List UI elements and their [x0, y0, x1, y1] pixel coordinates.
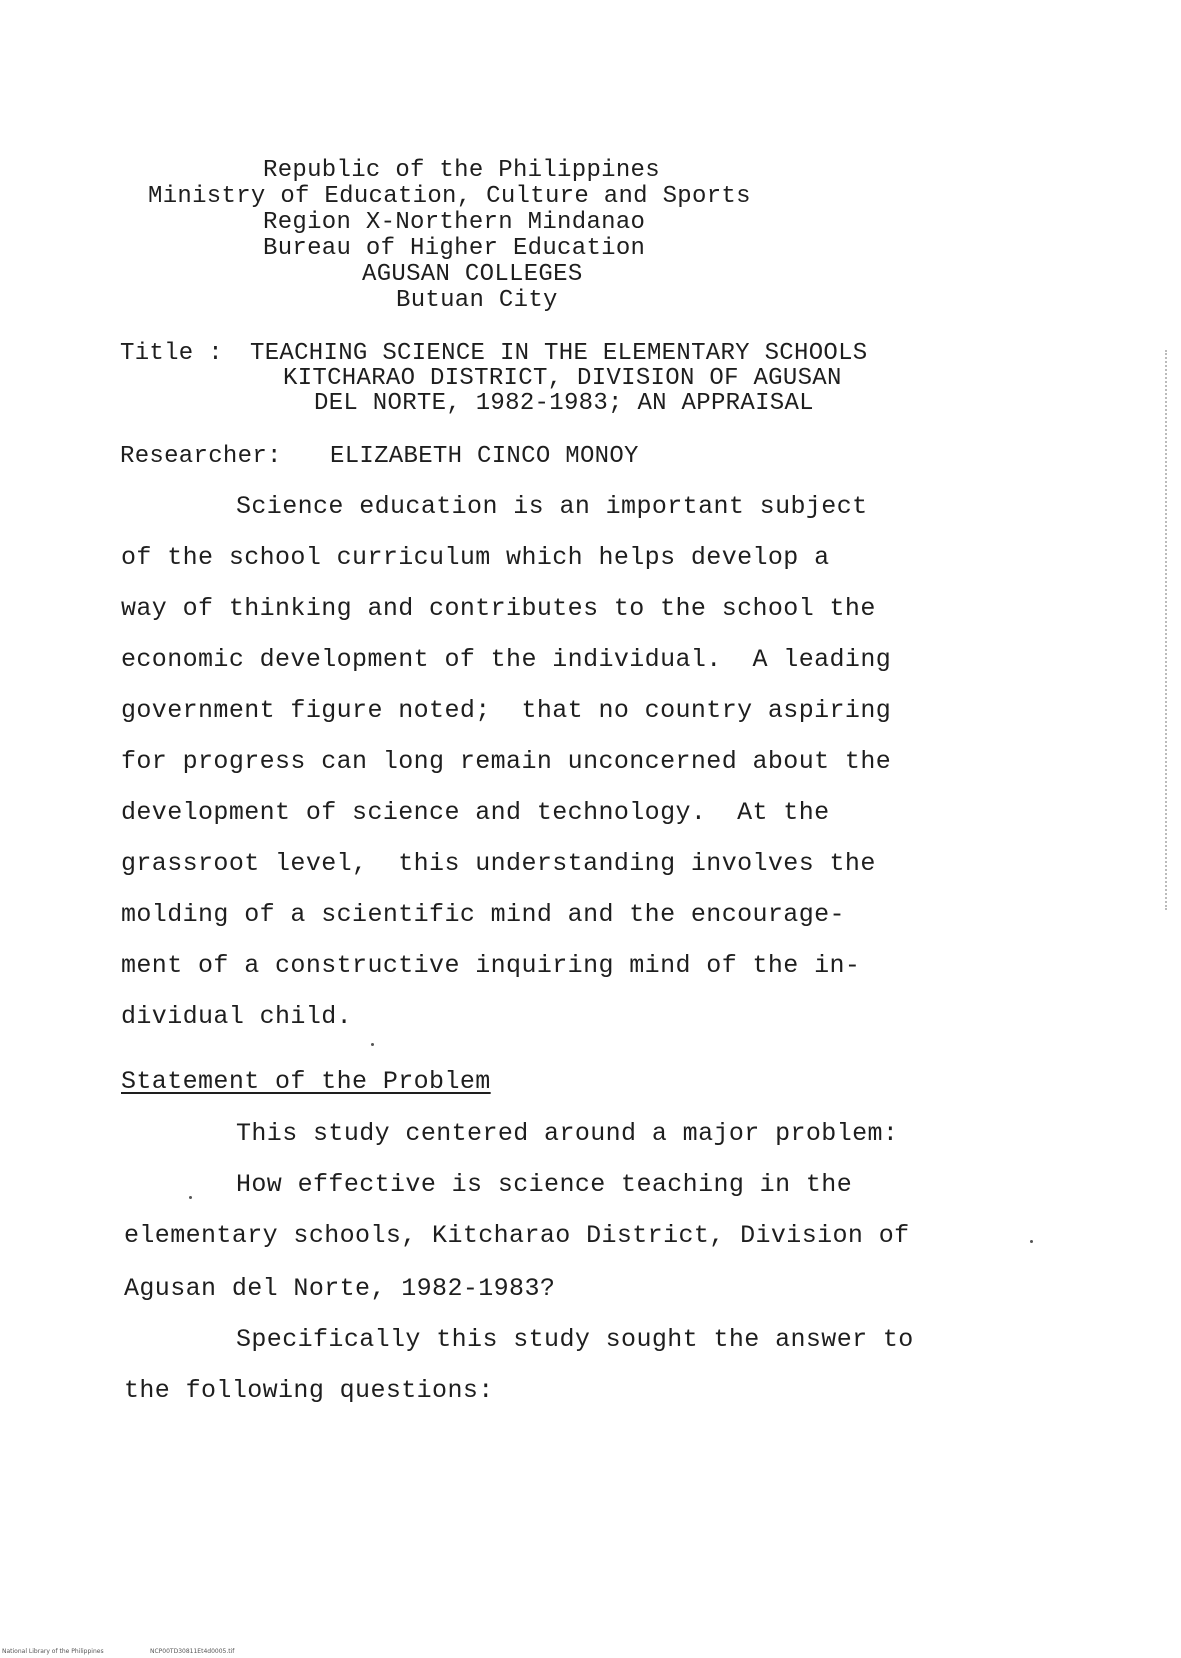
header-ministry: Ministry of Education, Culture and Sports [148, 183, 751, 210]
scan-speck [189, 1196, 192, 1199]
body-line: economic development of the individual. A leading [121, 645, 892, 674]
body-line: This study centered around a major problem: [236, 1119, 899, 1148]
body-line: dividual child. [121, 1002, 353, 1031]
body-line: government figure noted; that no country aspiring [121, 696, 892, 725]
header-region: Region X-Northern Mindanao [263, 209, 646, 236]
section-heading: Statement of the Problem [121, 1067, 491, 1096]
title-label: Title : [120, 340, 223, 367]
scan-edge-dots [1163, 350, 1167, 910]
header-republic: Republic of the Philippines [263, 157, 660, 184]
body-line: Specifically this study sought the answer to [236, 1325, 914, 1354]
body-line: way of thinking and contributes to the school the [121, 594, 876, 623]
title-line: DEL NORTE, 1982-1983; AN APPRAISAL [314, 390, 814, 417]
title-line: TEACHING SCIENCE IN THE ELEMENTARY SCHOOLS [250, 340, 868, 367]
title-line: KITCHARAO DISTRICT, DIVISION OF AGUSAN [283, 365, 842, 392]
body-line: development of science and technology. At the [121, 798, 830, 827]
body-line: grassroot level, this understanding involves the [121, 849, 876, 878]
body-line: for progress can long remain unconcerned about the [121, 747, 892, 776]
researcher-label: Researcher: [120, 443, 282, 470]
header-bureau: Bureau of Higher Education [263, 235, 646, 262]
body-line: elementary schools, Kitcharao District, Division of [124, 1221, 910, 1250]
scan-speck [1030, 1240, 1033, 1243]
body-line: Agusan del Norte, 1982-1983? [124, 1274, 556, 1303]
body-line: of the school curriculum which helps develop a [121, 543, 830, 572]
researcher-name: ELIZABETH CINCO MONOY [330, 443, 639, 470]
footer-library: National Library of the Philippines [2, 1648, 104, 1655]
body-line: Science education is an important subject [236, 492, 868, 521]
header-city: Butuan City [396, 287, 558, 314]
scan-speck [371, 1043, 374, 1046]
body-line: the following questions: [124, 1376, 494, 1405]
body-line: molding of a scientific mind and the encourage- [121, 900, 845, 929]
header-college: AGUSAN COLLEGES [362, 261, 583, 288]
body-line: ment of a constructive inquiring mind of the in- [121, 951, 861, 980]
footer-filename: NCP00TD30811Et4d0005.tif [150, 1648, 235, 1655]
body-line: How effective is science teaching in the [236, 1170, 853, 1199]
